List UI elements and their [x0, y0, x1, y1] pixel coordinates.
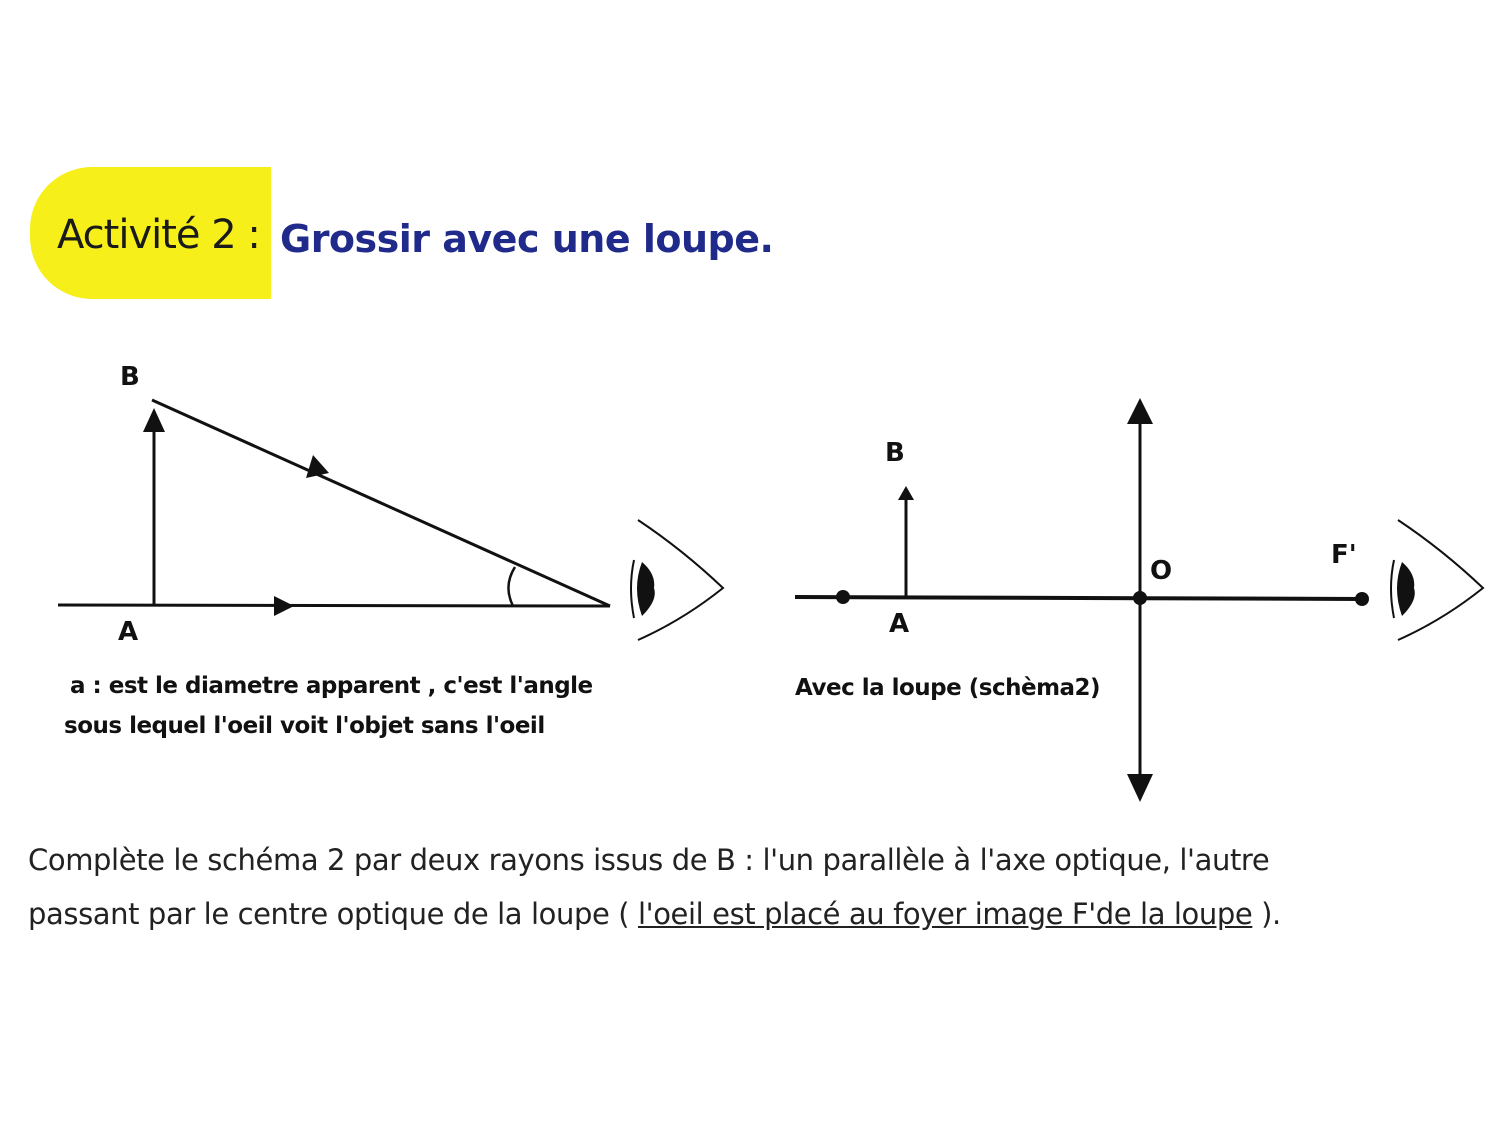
instruction-line-2-start: passant par le centre optique de la loupe (: [28, 897, 638, 931]
label-o: O: [1150, 556, 1173, 586]
optical-axis: [58, 605, 610, 606]
optical-axis-2: [795, 597, 1365, 599]
caption-schema-2: Avec la loupe (schèma2): [795, 675, 1101, 701]
focal-point-f-prime: [1355, 592, 1369, 606]
eye-icon: [1391, 520, 1483, 640]
axis-arrowhead: [274, 596, 294, 616]
instruction-underlined: l'oeil est placé au foyer image F'de la loupe: [637, 897, 1253, 931]
object-arrowhead-2: [898, 486, 914, 500]
label-a: A: [118, 617, 139, 647]
instruction-text: [28, 833, 1408, 941]
label-b: B: [120, 362, 140, 392]
label-b: B: [885, 438, 905, 468]
ray-arrowhead: [306, 455, 329, 478]
lens-bottom-arrow: [1127, 774, 1153, 802]
caption-line-2: sous lequel l'oeil voit l'objet sans l'oeil: [64, 713, 545, 739]
object-arrowhead: [143, 408, 165, 432]
instruction-line-1: Complète le schéma 2 par deux rayons issus de B : l'un parallèle à l'axe optique, l'autre: [28, 843, 1270, 877]
label-a: A: [889, 609, 910, 639]
activity-label: Activité 2 :: [57, 212, 260, 258]
label-f-prime: F': [1331, 540, 1357, 570]
caption-line-1: a : est le diametre apparent , c'est l'angle: [70, 673, 593, 699]
angle-arc: [508, 567, 515, 606]
diagram-apparent-diameter: [58, 400, 723, 640]
eye-icon: [631, 520, 723, 640]
instruction-line-2-end: ).: [1252, 897, 1281, 931]
lens-top-arrow: [1127, 398, 1153, 424]
focal-point-f: [836, 590, 850, 604]
ray-from-b: [152, 400, 610, 606]
instruction-line-2: [28, 887, 1408, 941]
page-title: Grossir avec une loupe.: [280, 217, 774, 261]
